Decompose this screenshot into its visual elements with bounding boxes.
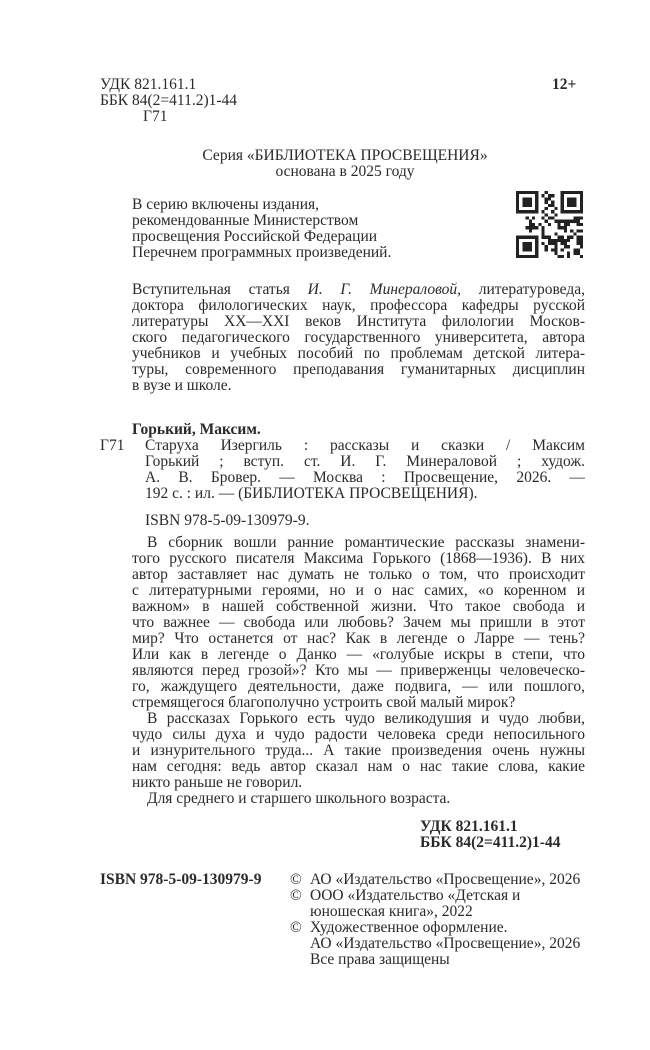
annotation-line: важном» в нашей собственной жизни. Что такое свобода и [132, 599, 585, 615]
copyright-text: АО «Издательство «Просвещение», 2026 [310, 935, 581, 952]
copyright-text: Все права защищены [310, 951, 450, 968]
copyright-icon: © [290, 871, 302, 888]
intro-line: учебников и учебных пособий по проблемам детской литера- [132, 346, 585, 362]
catalog-author: Горький, Максим. [132, 421, 261, 438]
intro-text: , литературоведа, [457, 282, 585, 298]
catalog-description [145, 438, 585, 502]
catalog-line: Старуха Изергиль : рассказы и сказки / Максим [145, 438, 585, 454]
copyright-entry [290, 920, 590, 968]
intro-text: Вступительная статья [132, 282, 308, 298]
intro-line: туры, современного преподавания гуманитарных дисциплин [132, 362, 585, 378]
copyright-entry [290, 888, 590, 920]
intro-line: в вузе и школе. [132, 378, 232, 394]
intro-line [132, 282, 585, 298]
footer-bbk: ББК 84(2=411.2)1-44 [420, 834, 561, 851]
annotation-line: Или как в легенде о Данко — «голубые искры в степи, что [132, 647, 585, 663]
series-note-line: рекомендованные Министерством [132, 212, 359, 229]
copyright-text: АО «Издательство «Просвещение», 2026 [310, 871, 581, 888]
catalog-isbn: ISBN 978-5-09-130979-9. [145, 512, 310, 529]
annotation-line: В сборник вошли ранние романтические рассказы знамени- [147, 535, 585, 551]
age-rating: 12+ [552, 76, 577, 93]
annotation-line: стремящегося благополучно устроить свой малый мирок? [132, 695, 516, 711]
annotation-line: Для среднего и старшего школьного возраста. [147, 791, 451, 807]
author-mark: Г71 [143, 108, 168, 125]
annotation-line: автор заставляет нас думать не только о том, что происходит [132, 567, 585, 583]
copyright-entry [290, 872, 590, 888]
udk-code: УДК 821.161.1 [100, 76, 197, 93]
series-founded: основана в 2025 году [275, 163, 415, 180]
annotation-line: чудо силы духа и чудо радости человека среди непосильного [132, 727, 585, 743]
series-note [132, 197, 391, 261]
annotation-line: мир? Что останется от нас? Как в легенде о Ларре — тень? [132, 631, 585, 647]
annotation-line: являются перед грозой»? Кто мы — приверженцы человеческо- [132, 663, 585, 679]
copyright-text: ООО «Издательство «Детская и [310, 887, 521, 904]
annotation-line: В рассказах Горького есть чудо великодушия и чудо любви, [147, 711, 585, 727]
intro-article [132, 282, 585, 394]
annotation-line: что важнее — свобода или любовь? Зачем мы пришли в этот [132, 615, 585, 631]
series-title [100, 148, 590, 180]
series-note-line: В серию включены издания, [132, 196, 319, 213]
series-name: Серия «БИБЛИОТЕКА ПРОСВЕЩЕНИЯ» [202, 147, 488, 164]
bbk-code: ББК 84(2=411.2)1-44 [100, 92, 238, 109]
catalog-mark: Г71 [100, 437, 125, 454]
copyright-text: Художественное оформление. [310, 919, 508, 936]
catalog-line: 192 с. : ил. — (БИБЛИОТЕКА ПРОСВЕЩЕНИЯ). [145, 486, 478, 502]
annotation-line: го, жаждущего деятельности, даже подвига, — или пошлого, [132, 679, 585, 695]
footer-udk: УДК 821.161.1 [420, 818, 518, 835]
catalog-line: Горький ; вступ. ст. И. Г. Минераловой ; худож. [145, 454, 585, 470]
annotation-line: и изнурительного труда... А такие произведения очень нужны [132, 743, 585, 759]
annotation-line: никто раньше не говорил. [132, 775, 303, 791]
annotation-line: с литературными героями, но и о нас самих, «о коренном и [132, 583, 585, 599]
copyright-icon: © [290, 919, 302, 936]
footer-isbn: ISBN 978-5-09-130979-9 [100, 871, 262, 888]
copyright-text: юношеская книга», 2022 [310, 903, 473, 920]
intro-author-name: И. Г. Минераловой [307, 282, 458, 298]
intro-line: ского педагогического государственного университета, автора [132, 330, 585, 346]
qr-code-icon [516, 191, 583, 258]
catalog-line: А. В. Бровер. — Москва : Просвещение, 2026. — [145, 470, 585, 486]
series-note-line: просвещения Российской Федерации [132, 228, 378, 245]
header-codes [100, 77, 237, 125]
footer-codes [420, 819, 560, 851]
annotation-line: того русского писателя Максима Горького (1868—1936). В них [132, 551, 585, 567]
intro-line: литературы XX—XXI веков Института филологии Москов- [132, 314, 585, 330]
annotation [132, 535, 585, 807]
series-note-line: Перечнем программных произведений. [132, 244, 392, 261]
copyright-icon: © [290, 887, 302, 904]
annotation-line: нам сегодня: ведь автор сказал нам о нас такие слова, какие [132, 759, 585, 775]
intro-line: доктора филологических наук, профессора кафедры русской [132, 298, 585, 314]
